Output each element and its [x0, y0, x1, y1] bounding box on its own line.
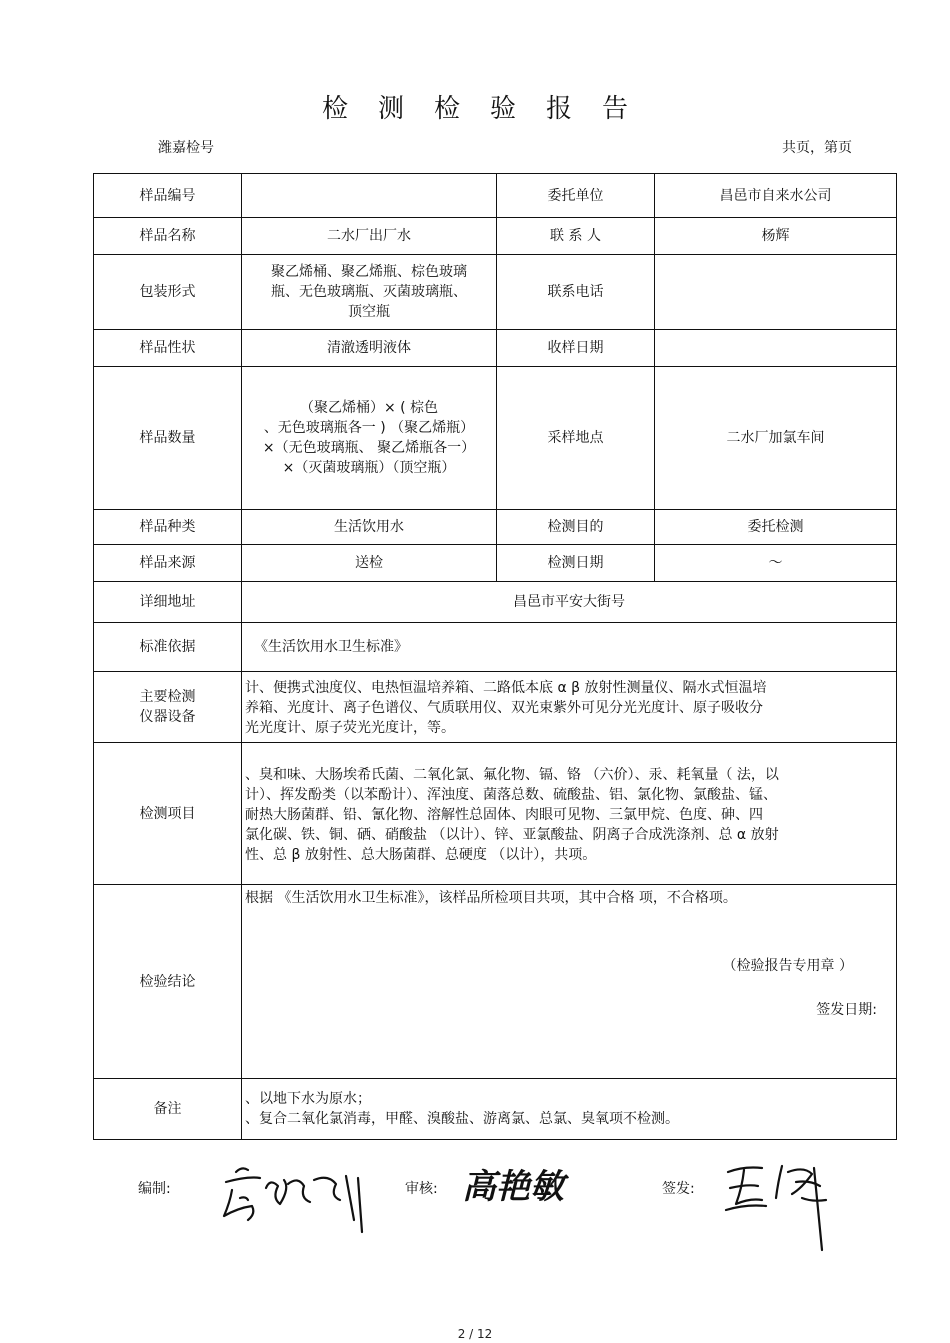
packaging-value: 聚乙烯桶、聚乙烯瓶、棕色玻璃 瓶、无色玻璃瓶、灭菌玻璃瓶、 顶空瓶: [242, 255, 497, 330]
phone-value: [655, 255, 897, 330]
packaging-label: 包装形式: [94, 255, 242, 330]
source-label: 样品来源: [94, 545, 242, 582]
instruments-value: 计、便携式浊度仪、电热恒温培养箱、二路低本底 α β 放射性测量仪、隔水式恒温培 养箱、光度计、离子色谱仪、气质联用仪、双光束紫外可见分光光度计、原子吸收分 光光度计、原子荧光光度计，等。: [242, 672, 897, 743]
table-row: [94, 218, 897, 255]
table-row: [94, 1079, 897, 1140]
sampling-site-value: 二水厂加氯车间: [655, 367, 897, 510]
signature-row: [0, 1158, 950, 1258]
reviewed-by-label: 审核:: [405, 1181, 438, 1197]
compiled-by-label: 编制:: [138, 1181, 171, 1197]
report-table: [93, 173, 897, 1140]
table-row: [94, 623, 897, 672]
table-row: [94, 582, 897, 623]
sampling-site-label: 采样地点: [497, 367, 655, 510]
reviewed-by-signature: [462, 1158, 612, 1218]
table-row: [94, 367, 897, 510]
report-number-label: 潍嘉检号: [158, 140, 214, 156]
remarks-value: 、以地下水为原水； 、复合二氧化氯消毒，甲醛、溴酸盐、游离氯、总氯、臭氧项不检测。: [242, 1079, 897, 1140]
issued-by-label: 签发:: [662, 1181, 695, 1197]
purpose-label: 检测目的: [497, 510, 655, 545]
receive-date-value: [655, 330, 897, 367]
page-footer: 2 / 12: [457, 1327, 493, 1341]
client-value: 昌邑市自来水公司: [655, 174, 897, 218]
table-row: [94, 743, 897, 885]
issue-date-label: 签发日期:: [816, 1001, 877, 1018]
category-value: 生活饮用水: [242, 510, 497, 545]
svg-text:高艳敏: 高艳敏: [462, 1167, 564, 1207]
quantity-value: （聚乙烯桶）× ( 棕色 、无色玻璃瓶各一 ) （聚乙烯瓶） ×（无色玻璃瓶、 聚乙烯瓶各一） ×（灭菌玻璃瓶）（顶空瓶）: [242, 367, 497, 510]
table-row: [94, 672, 897, 743]
contact-label: 联 系 人: [497, 218, 655, 255]
address-label: 详细地址: [94, 582, 242, 623]
sample-no-label: 样品编号: [94, 174, 242, 218]
address-value: 昌邑市平安大街号: [242, 582, 897, 623]
seal-note: （检验报告专用章 ）: [722, 957, 853, 974]
sample-no-value: [242, 174, 497, 218]
source-value: 送检: [242, 545, 497, 582]
phone-label: 联系电话: [497, 255, 655, 330]
test-date-value: ～: [655, 545, 897, 582]
purpose-value: 委托检测: [655, 510, 897, 545]
compiled-by-signature: [218, 1158, 368, 1238]
items-label: 检测项目: [94, 743, 242, 885]
report-title: 检测检验报告: [321, 94, 658, 124]
character-value: 清澈透明液体: [242, 330, 497, 367]
test-date-label: 检测日期: [497, 545, 655, 582]
table-row: [94, 510, 897, 545]
table-row: [94, 545, 897, 582]
receive-date-label: 收样日期: [497, 330, 655, 367]
client-label: 委托单位: [497, 174, 655, 218]
character-label: 样品性状: [94, 330, 242, 367]
sample-name-label: 样品名称: [94, 218, 242, 255]
table-row: [94, 255, 897, 330]
sample-name-value: 二水厂出厂水: [242, 218, 497, 255]
conclusion-cell: [242, 885, 897, 1079]
conclusion-label: 检验结论: [94, 885, 242, 1079]
instruments-label: 主要检测 仪器设备: [94, 672, 242, 743]
standard-value: 《生活饮用水卫生标准》: [242, 623, 897, 672]
items-value: 、臭和味、大肠埃希氏菌、二氧化氯、氟化物、镉、铬 （六价）、汞、耗氧量（ 法，以 计）、挥发酚类（以苯酚计）、浑浊度、菌落总数、硫酸盐、铝、氯化物、氯酸盐、锰、 耐热大肠菌群、铅、氰化物、溶解性总固体、肉眼可见物、三氯甲烷、色度、砷、四 氯化碳、铁、铜、硒、硝酸盐 （以计）、锌、亚氯酸盐、阴离子合成洗涤剂、总 α 放射 性、总 β 放射性、总大肠菌群、总硬度 （以计），共项。: [242, 743, 897, 885]
standard-label: 标准依据: [94, 623, 242, 672]
quantity-label: 样品数量: [94, 367, 242, 510]
page-info: 共页，第页: [782, 140, 852, 156]
remarks-label: 备注: [94, 1079, 242, 1140]
table-row: [94, 330, 897, 367]
contact-value: 杨辉: [655, 218, 897, 255]
category-label: 样品种类: [94, 510, 242, 545]
issued-by-signature: [722, 1158, 852, 1258]
conclusion-text: 根据 《生活饮用水卫生标准》，该样品所检项目共项，其中合格 项，不合格项。: [245, 889, 737, 906]
table-row: [94, 885, 897, 1079]
table-row: [94, 174, 897, 218]
